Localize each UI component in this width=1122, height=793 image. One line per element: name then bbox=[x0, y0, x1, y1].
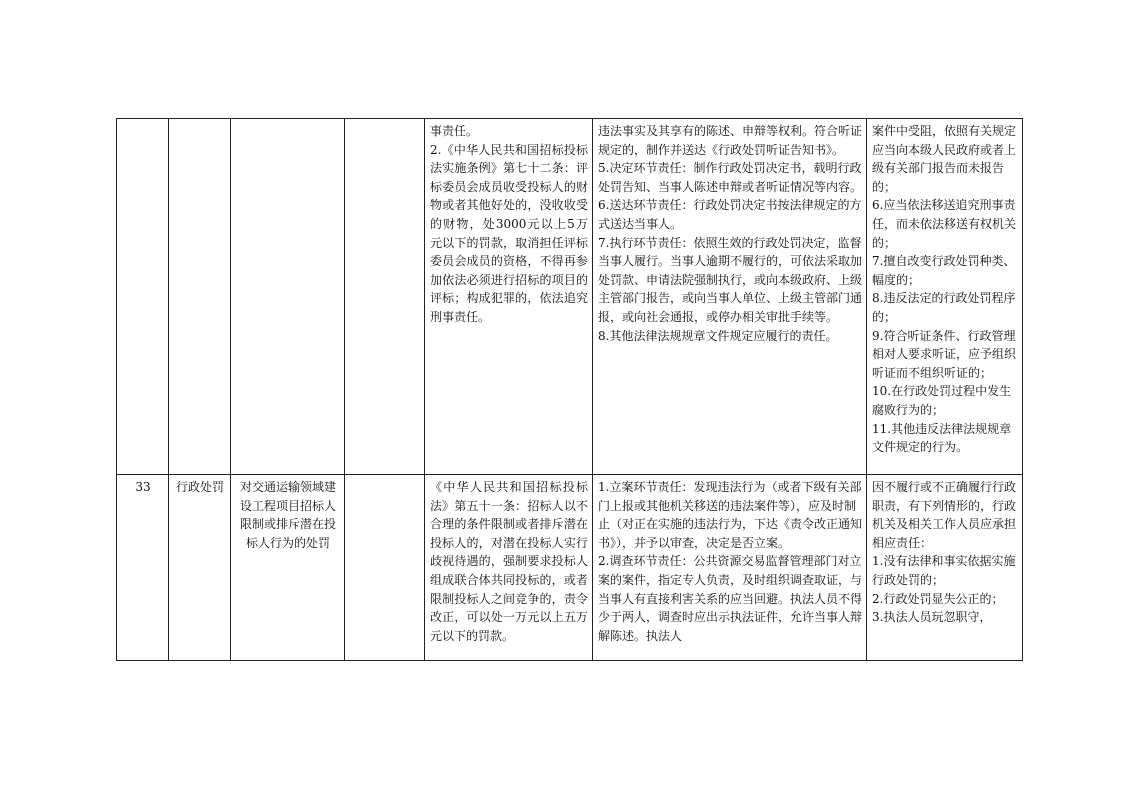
duty-step: 6.送达环节责任：行政处罚决定书按法律规定的方式送达当事人。 bbox=[598, 198, 862, 231]
power-type-cell bbox=[169, 119, 231, 475]
power-name-cell bbox=[231, 119, 345, 475]
table-row bbox=[117, 475, 1023, 661]
liability-item: 6.应当依法移送追究刑事责任，而未依法移送有权机关的； bbox=[872, 198, 1017, 250]
legal-basis-paragraph: 《中华人民共和国招标投标法》第五十一条：招标人以不合理的条件限制或者排斥潜在投标人的，对潜在投标人实行歧视待遇的，强制要求投标人组成联合体共同投标的，或者限制投标人之间竞争的，责令改正，可以处一万元以上五万元以下的罚款。 bbox=[430, 480, 588, 643]
power-type-cell: 行政处罚 bbox=[169, 475, 231, 661]
liability-item: 10.在行政处罚过程中发生腐败行为的； bbox=[872, 384, 1012, 417]
responsibility-table bbox=[116, 118, 1023, 661]
liability-item: 7.擅自改变行政处罚种类、幅度的； bbox=[872, 254, 1016, 287]
sub-item-cell bbox=[345, 475, 425, 661]
liability-item: 8.违反法定的行政处罚程序的； bbox=[872, 291, 1016, 324]
legal-basis-cell bbox=[425, 475, 593, 661]
duty-steps-cell bbox=[593, 475, 867, 661]
legal-basis-cell bbox=[425, 119, 593, 475]
row-number-cell bbox=[117, 119, 169, 475]
duty-step: 8.其他法律法规规章文件规定应履行的责任。 bbox=[598, 328, 838, 343]
row-number-cell: 33 bbox=[117, 475, 169, 661]
duty-step: 违法事实及其享有的陈述、申辩等权利。符合听证规定的，制作并送达《行政处罚听证告知书》。 bbox=[598, 124, 863, 157]
liability-item: 案件中受阻，依照有关规定应当向本级人民政府或者上级有关部门报告而未报告的； bbox=[872, 124, 1017, 194]
sub-item-cell bbox=[345, 119, 425, 475]
liability-item: 9.符合听证条件、行政管理相对人要求听证，应予组织听证而不组织听证的； bbox=[872, 328, 1017, 380]
duty-step: 1.立案环节责任：发现违法行为（或者下级有关部门上报或其他机关移送的违法案件等），应及时制止（对正在实施的违法行为，下达《责令改正通知书》），并予以审查，决定是否立案。 bbox=[598, 480, 863, 550]
legal-basis-paragraph: 事责任。 bbox=[430, 124, 479, 138]
power-name-cell: 对交通运输领域建设工程项目招标人限制或排斥潜在投标人行为的处罚 bbox=[231, 475, 345, 661]
liability-item: 因不履行或不正确履行行政职责，有下列情形的，行政机关及相关工作人员应承担相应责任： bbox=[872, 480, 1017, 550]
legal-basis-paragraph: 2.《中华人民共和国招标投标法实施条例》第七十二条：评标委员会成员收受投标人的财物或者其他好处的，没收收受的财物，处3000元以上5万元以下的罚款，取消担任评标委员会成员的资格，不得再参加依法必须进行招标的项目的评标；构成犯罪的，依法追究刑事责任。 bbox=[430, 142, 588, 324]
duty-step: 5.决定环节责任：制作行政处罚决定书，载明行政处罚告知、当事人陈述申辩或者听证情况等内容。 bbox=[598, 161, 863, 194]
liability-item: 3.执法人员玩忽职守， bbox=[872, 610, 992, 625]
liability-item: 2.行政处罚显失公正的； bbox=[872, 591, 1004, 606]
liability-item: 11.其他违反法律法规规章文件规定的行为。 bbox=[872, 421, 1012, 455]
table-row bbox=[117, 119, 1023, 475]
duty-step: 7.执行环节责任：依照生效的行政处罚决定，监督当事人履行。当事人逾期不履行的，可依法采取加处罚款、申请法院强制执行，或向本级政府、上级主管部门报告，或向当事人单位、上级主管部门通报，或向社会通报，或停办相关审批手续等。 bbox=[598, 235, 863, 324]
liability-item: 1.没有法律和事实依据实施行政处罚的； bbox=[872, 554, 1016, 587]
duty-steps-cell bbox=[593, 119, 867, 475]
duty-step: 2.调查环节责任：公共资源交易监督管理部门对立案的案件，指定专人负责，及时组织调查取证，与当事人有直接利害关系的应当回避。执法人员不得少于两人，调查时应出示执法证件，允许当事人辩解陈述。执法人 bbox=[598, 554, 863, 643]
liability-cell bbox=[867, 475, 1023, 661]
liability-cell bbox=[867, 119, 1023, 475]
